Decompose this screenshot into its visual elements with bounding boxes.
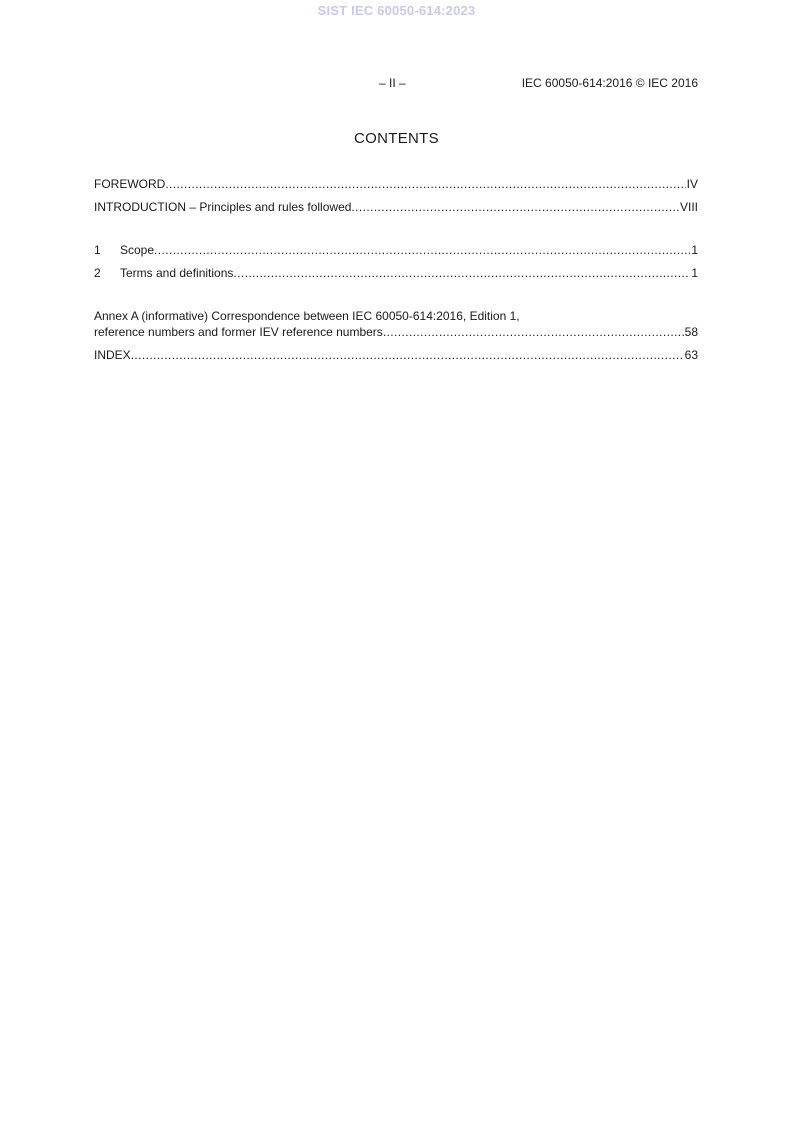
- page-header: [94, 76, 698, 92]
- toc-entry-page: IV: [686, 177, 698, 191]
- toc-entry-page: 1: [691, 243, 698, 257]
- toc-leader-dots: [165, 176, 685, 192]
- toc-leader-dots: [383, 324, 684, 340]
- page-number: – II –: [379, 76, 406, 90]
- toc-annexes: [94, 308, 698, 363]
- toc-entry-number: 2: [94, 266, 101, 280]
- toc-entry-introduction[interactable]: [94, 199, 698, 215]
- document-reference: IEC 60050-614:2016 © IEC 2016: [521, 76, 698, 90]
- toc-entry-label-line2-row: [94, 324, 698, 340]
- contents-title: CONTENTS: [354, 130, 439, 147]
- toc-entry-foreword[interactable]: [94, 176, 698, 192]
- toc-entry-label: Scope: [120, 243, 155, 257]
- toc-entry-label: reference numbers and former IEV reference numbers: [94, 325, 383, 339]
- toc-entry-annex-a[interactable]: [94, 308, 698, 340]
- toc-clauses: [94, 242, 698, 281]
- watermark-text: SIST IEC 60050-614:2023: [317, 3, 476, 18]
- toc-entry-label: Terms and definitions: [120, 266, 234, 280]
- toc-entry-label: INTRODUCTION – Principles and rules followed: [94, 200, 352, 214]
- toc-entry-scope[interactable]: [94, 242, 698, 258]
- toc-entry-index[interactable]: [94, 347, 698, 363]
- toc-front-matter: [94, 176, 698, 215]
- toc-entry-page: 58: [684, 325, 698, 339]
- toc-entry-page: 63: [684, 348, 698, 362]
- toc-entry-label: INDEX: [94, 348, 131, 362]
- toc-entry-page: 1: [691, 266, 698, 280]
- toc-leader-dots: [131, 347, 684, 363]
- toc-entry-label-line1: Annex A (informative) Correspondence between IEC 60050-614:2016, Edition 1,: [94, 309, 520, 323]
- toc-leader-dots: [154, 242, 690, 258]
- toc-entry-page: VIII: [679, 200, 698, 214]
- toc-entry-label: FOREWORD: [94, 177, 166, 191]
- toc-entry-terms-and-definitions[interactable]: [94, 265, 698, 281]
- toc-entry-number: 1: [94, 243, 101, 257]
- toc-leader-dots: [233, 265, 690, 281]
- toc-leader-dots: [351, 199, 679, 215]
